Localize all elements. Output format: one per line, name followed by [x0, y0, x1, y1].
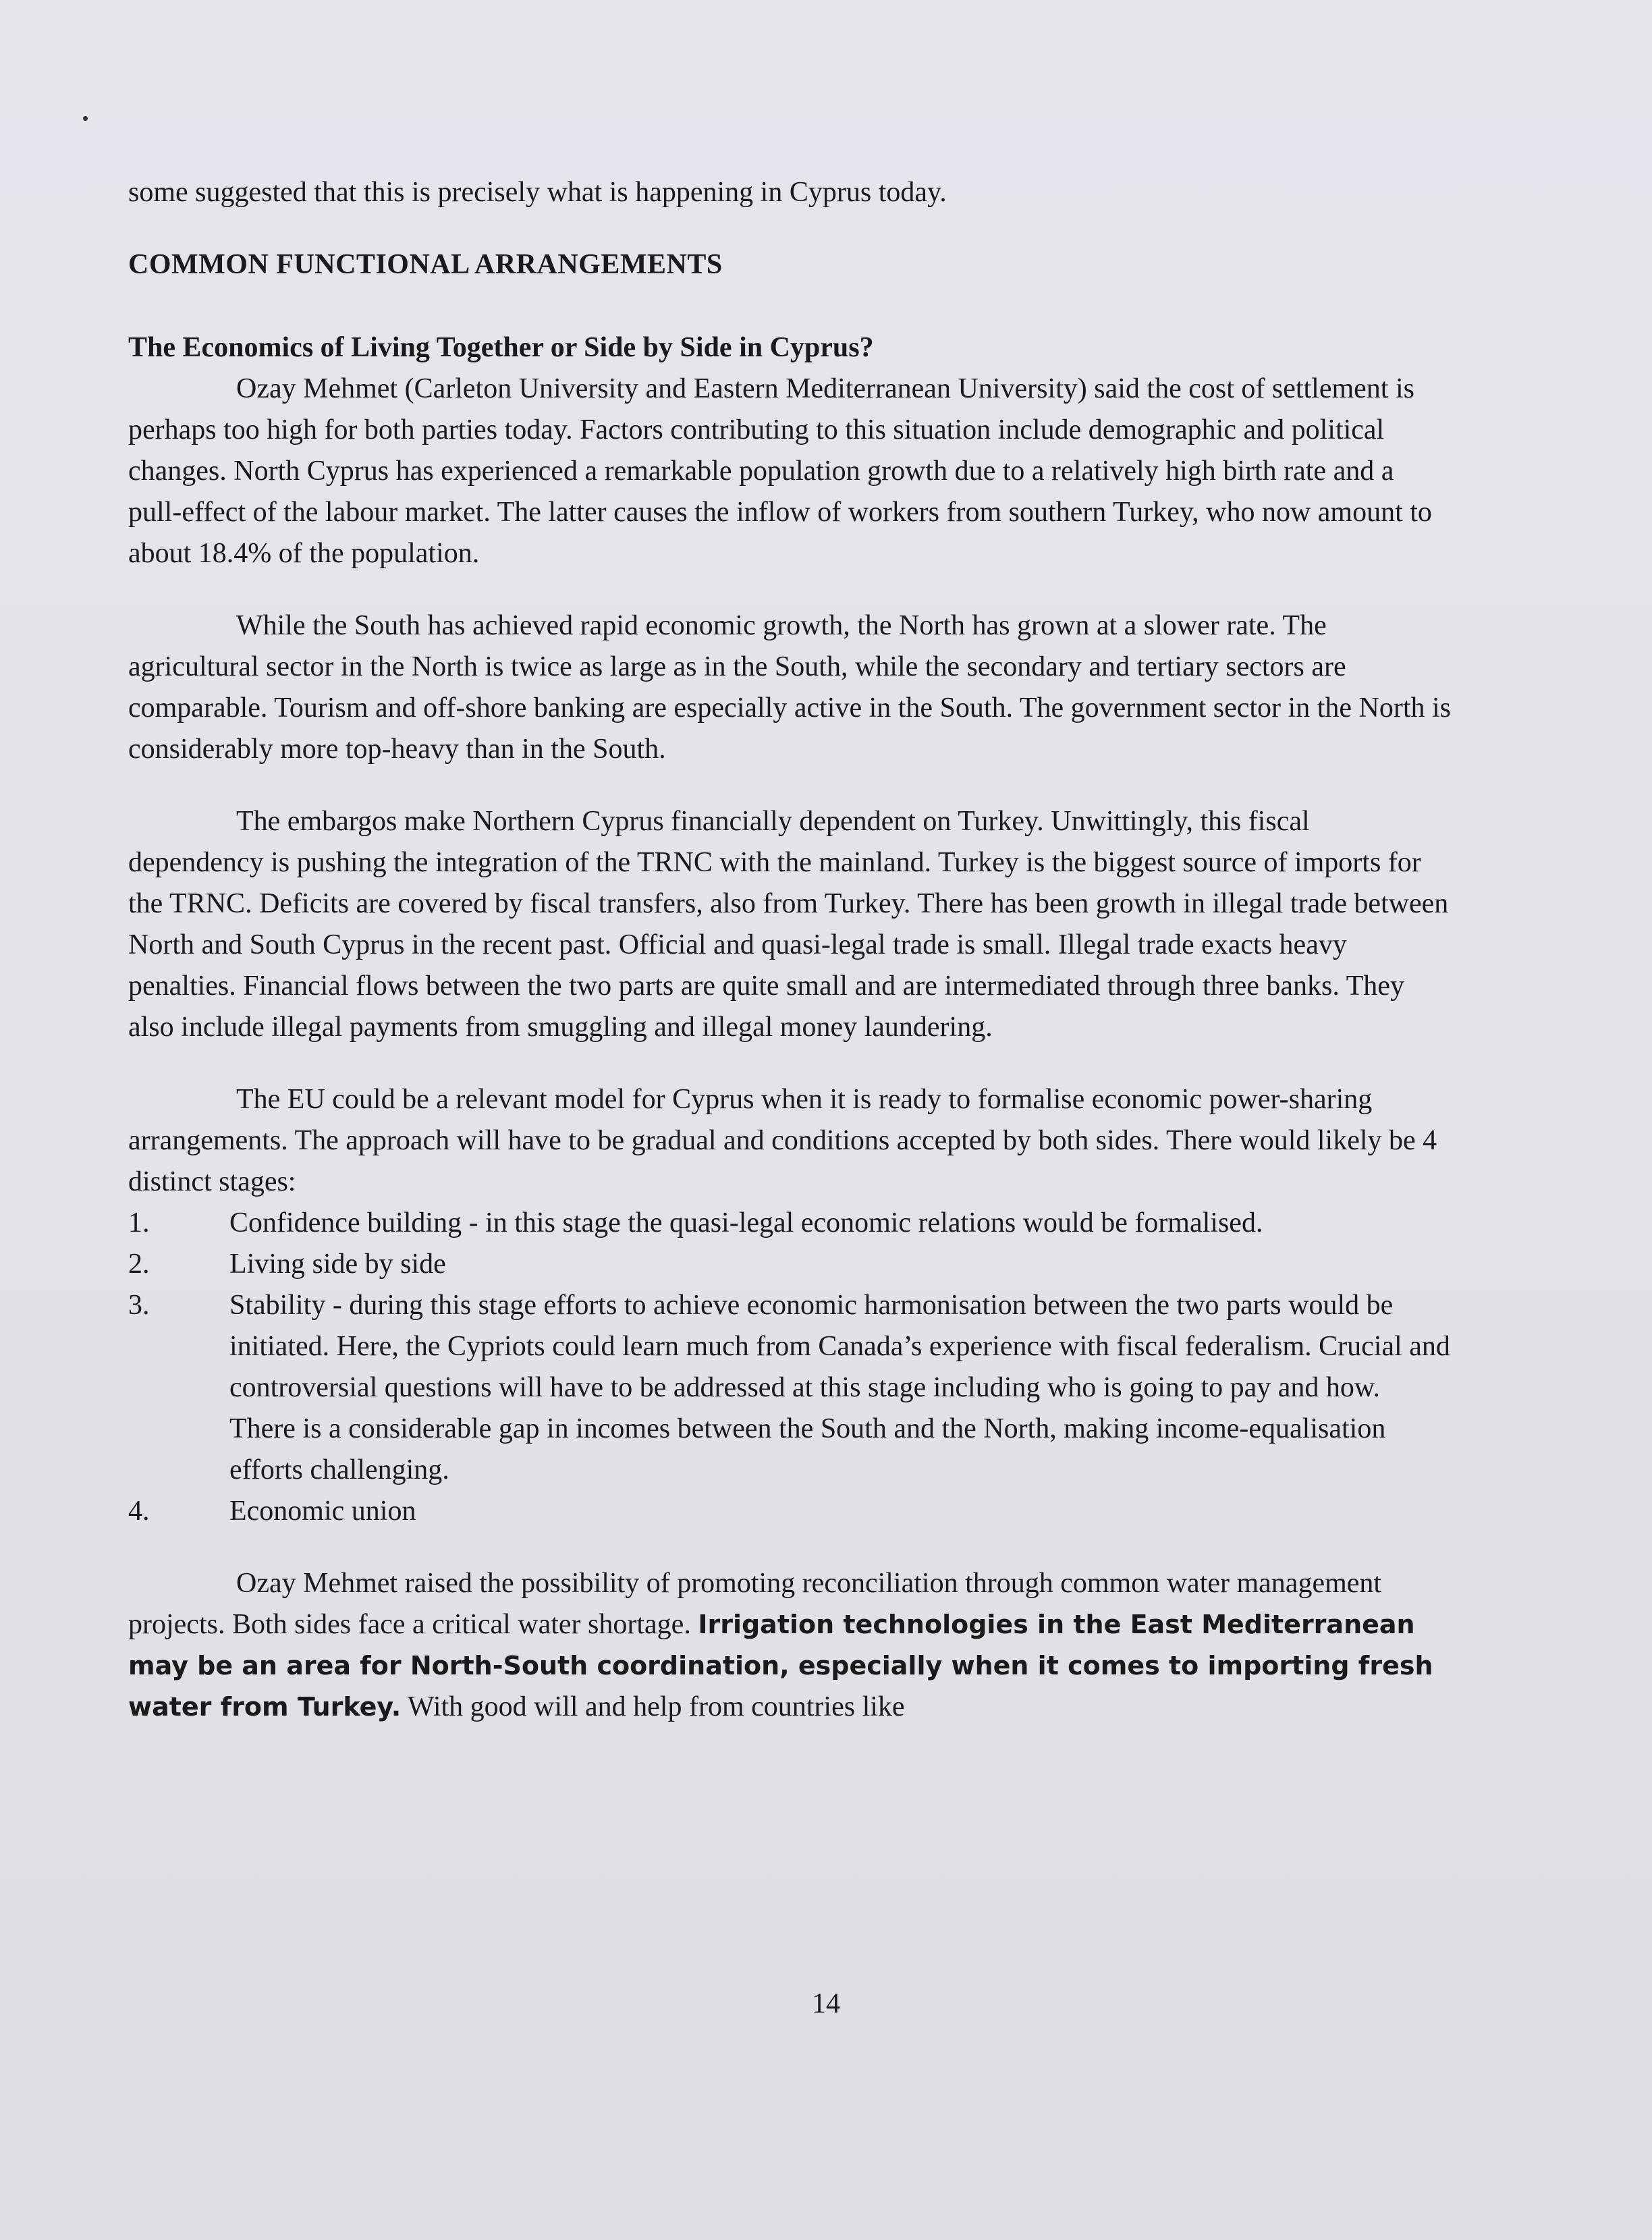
paragraph-5-text: Ozay Mehmet raised the possibility of promoting reconciliation through common water management projects. Both sides face a critical water shortage.: [128, 1568, 1382, 1640]
section-heading: COMMON FUNCTIONAL ARRANGEMENTS: [128, 249, 723, 280]
list-item: [128, 1285, 1451, 1491]
page-content: [128, 172, 1451, 1728]
list-item-number: 2.: [128, 1249, 150, 1280]
paragraph-3: The embargos make Northern Cyprus financially dependent on Turkey. Unwittingly, this fiscal dependency is pushing the integration of the TRNC with the mainland. Turkey is the biggest source of imports for the TRNC. Deficits are covered by fiscal transfers, also from Turkey. There has been growth in illegal trade between North and South Cyprus in the recent past. Official and quasi-legal trade is small. Illegal trade exacts heavy penalties. Financial flows between the two parts are quite small and are intermediated through three banks. They also include illegal payments from smuggling and illegal money laundering.: [128, 806, 1449, 1043]
paragraph-5-tail-text: With good will and help from countries like: [401, 1691, 905, 1722]
paragraph-4: The EU could be a relevant model for Cyprus when it is ready to formalise economic power-sharing arrangements. The approach will have to be gradual and conditions accepted by both sides. There would likely be 4 distinct stages:: [128, 1084, 1437, 1197]
paragraph-5-bold-text: Irrigation technologies in the East Mediterranean may be an area for North-South coordination, especially when it comes to importing fresh water from Turkey.: [128, 1610, 1433, 1722]
list-item-text: Confidence building - in this stage the quasi-legal economic relations would be formalised.: [229, 1207, 1263, 1238]
scan-speck: [83, 116, 88, 121]
paragraph-5: [128, 1563, 1451, 1728]
list-item-text: Stability - during this stage efforts to achieve economic harmonisation between the two parts would be initiated. Here, the Cypriots could learn much from Canada’s experience with fiscal federalism. Crucial and controversial questions will have to be addressed at this stage including who is going to pay and how. There is a considerable gap in incomes between the South and the North, making income-equalisation efforts challenging.: [229, 1290, 1450, 1485]
list-item-text: Living side by side: [229, 1249, 446, 1280]
list-item-number: 3.: [128, 1290, 150, 1321]
paragraph-1: Ozay Mehmet (Carleton University and Eastern Mediterranean University) said the cost of settlement is perhaps too high for both parties today. Factors contributing to this situation include demographic and political changes. North Cyprus has experienced a remarkable population growth due to a relatively high birth rate and a pull-effect of the labour market. The latter causes the inflow of workers from southern Turkey, who now amount to about 18.4% of the population.: [128, 373, 1432, 569]
subsection-heading: The Economics of Living Together or Side by Side in Cyprus?: [128, 332, 874, 363]
page-number: 14: [812, 1988, 840, 2019]
list-item-text: Economic union: [229, 1496, 416, 1527]
list-item-number: 4.: [128, 1496, 150, 1527]
list-item: [128, 1244, 1451, 1285]
paragraph-2: While the South has achieved rapid economic growth, the North has grown at a slower rate. The agricultural sector in the North is twice as large as in the South, while the secondary and tertiary sectors are comparable. Tourism and off-shore banking are especially active in the South. The government sector in the North is considerably more top-heavy than in the South.: [128, 610, 1452, 765]
list-item-number: 1.: [128, 1207, 150, 1238]
list-item: [128, 1203, 1451, 1244]
intro-line: some suggested that this is precisely what is happening in Cyprus today.: [128, 177, 947, 208]
list-item: [128, 1491, 1451, 1532]
stages-list: [128, 1203, 1451, 1532]
